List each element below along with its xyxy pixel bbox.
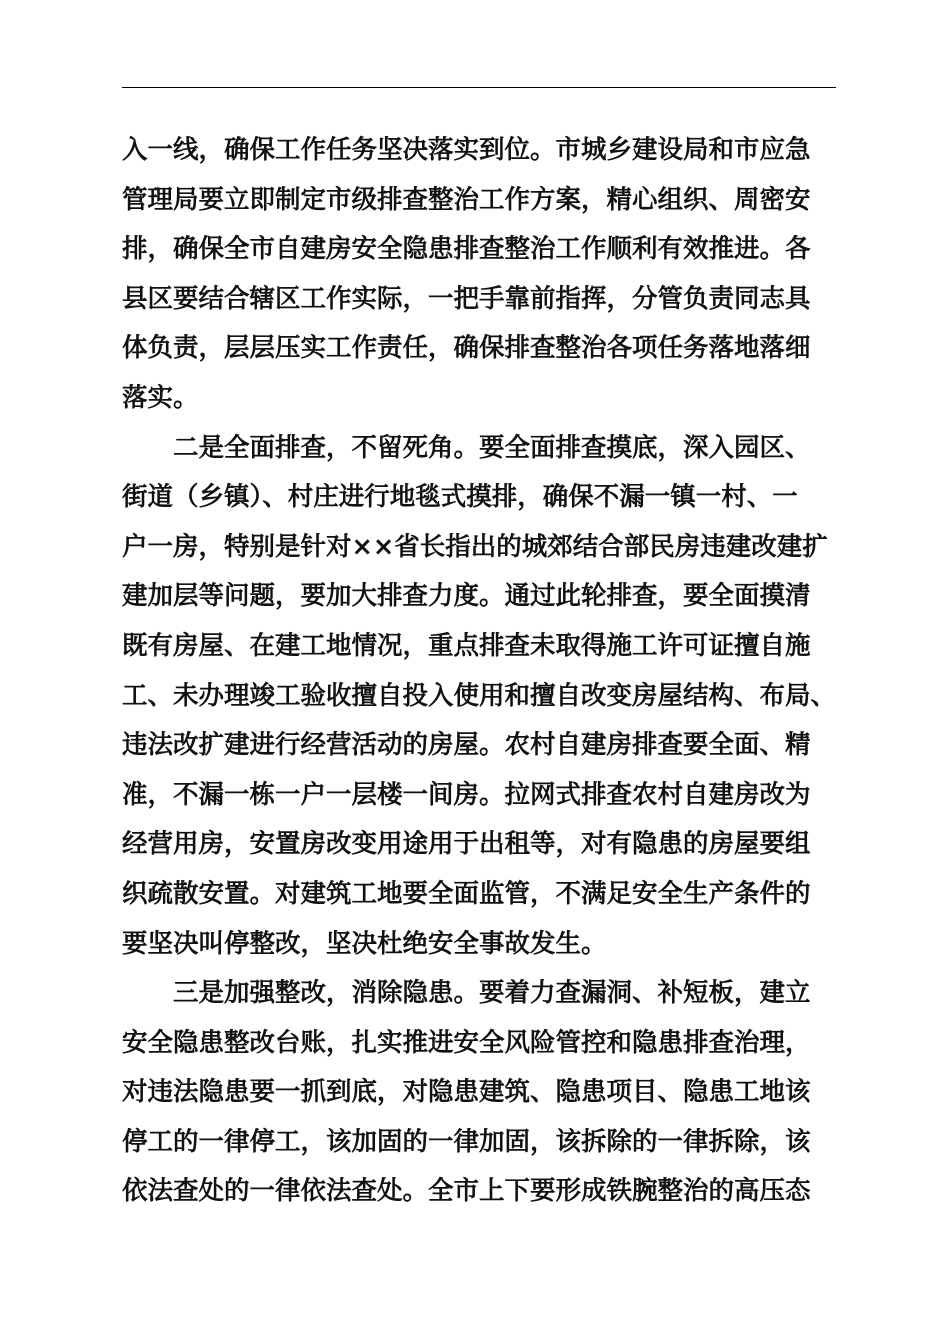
paragraph-start-line: 三是加强整改，消除隐患。要着力查漏洞、补短板，建立 (173, 978, 811, 1009)
text-line: 要坚决叫停整改，坚决杜绝安全事故发生。 (122, 928, 607, 959)
paragraph-start-line: 二是全面排查，不留死角。要全面排查摸底，深入园区、 (173, 432, 811, 463)
text-line: 工、未办理竣工验收擅自投入使用和擅自改变房屋结构、布局、 (122, 680, 837, 711)
text-line: 县区要结合辖区工作实际，一把手靠前指挥，分管负责同志具 (122, 283, 811, 314)
text-line: 建加层等问题，要加大排查力度。通过此轮排查，要全面摸清 (122, 581, 811, 612)
text-line: 户一房，特别是针对××省长指出的城郊结合部民房违建改建扩 (122, 531, 828, 562)
text-line: 街道（乡镇）、村庄进行地毯式摸排，确保不漏一镇一村、一 (122, 482, 798, 513)
text-line: 管理局要立即制定市级排查整治工作方案，精心组织、周密安 (122, 184, 811, 215)
text-line: 依法查处的一律依法查处。全市上下要形成铁腕整治的高压态 (122, 1176, 811, 1207)
header-rule (122, 87, 836, 88)
text-line: 织疏散安置。对建筑工地要全面监管，不满足安全生产条件的 (122, 878, 811, 909)
text-line: 排，确保全市自建房安全隐患排查整治工作顺利有效推进。各 (122, 234, 811, 265)
text-line: 准，不漏一栋一户一层楼一间房。拉网式排查农村自建房改为 (122, 779, 811, 810)
text-line: 对违法隐患要一抓到底，对隐患建筑、隐患项目、隐患工地该 (122, 1077, 811, 1108)
text-line: 安全隐患整改台账，扎实推进安全风险管控和隐患排查治理， (122, 1027, 811, 1058)
text-line: 停工的一律停工，该加固的一律加固，该拆除的一律拆除，该 (122, 1126, 811, 1157)
text-line: 经营用房，安置房改变用途用于出租等，对有隐患的房屋要组 (122, 829, 811, 860)
text-line: 违法改扩建进行经营活动的房屋。农村自建房排查要全面、精 (122, 730, 811, 761)
body-text (122, 126, 852, 1217)
text-line: 体负责，层层压实工作责任，确保排查整治各项任务落地落细 (122, 333, 811, 364)
text-line: 既有房屋、在建工地情况，重点排查未取得施工许可证擅自施 (122, 630, 811, 661)
text-line: 入一线，确保工作任务坚决落实到位。市城乡建设局和市应急 (122, 135, 811, 165)
text-line: 落实。 (122, 382, 199, 413)
